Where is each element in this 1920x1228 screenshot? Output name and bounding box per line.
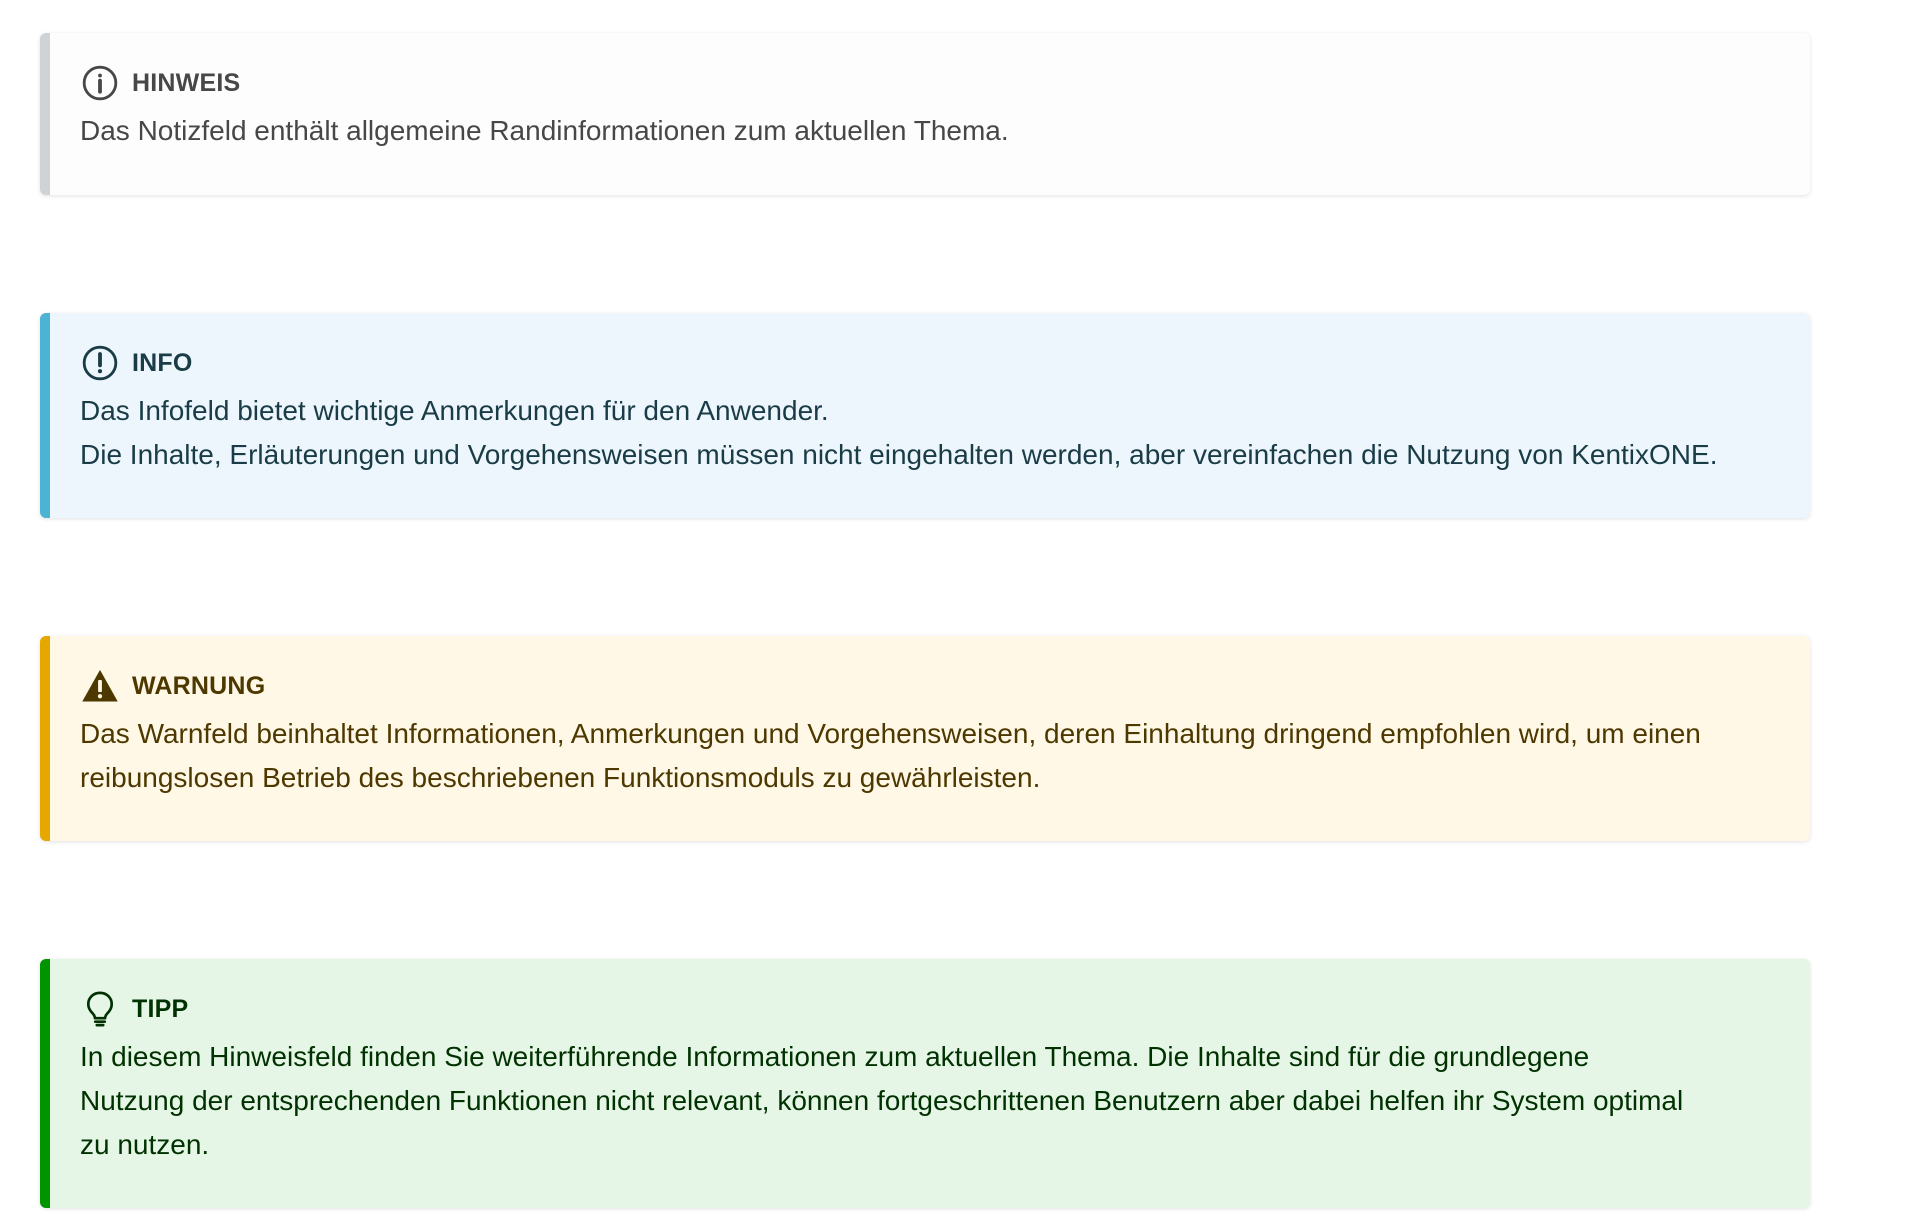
- warning-admonition: [40, 636, 1810, 841]
- tip-text-line: zu nutzen.: [80, 1129, 210, 1160]
- warning-body: [80, 712, 1780, 800]
- note-admonition: [40, 33, 1810, 195]
- info-admonition: [40, 313, 1810, 518]
- lightbulb-icon: [80, 989, 120, 1029]
- info-text-line: Das Infofeld bietet wichtige Anmerkungen für den Anwender.: [80, 395, 829, 426]
- note-body: [80, 109, 1780, 153]
- note-title: HINWEIS: [132, 68, 241, 97]
- tip-admonition: [40, 959, 1810, 1208]
- warning-text-line: Das Warnfeld beinhaltet Informationen, Anmerkungen und Vorgehensweisen, deren Einhaltung dringend empfohlen wird, um einen: [80, 718, 1701, 749]
- warning-header: [80, 662, 1780, 710]
- info-title: INFO: [132, 348, 193, 377]
- tip-title: TIPP: [132, 994, 189, 1023]
- warning-text-line: reibungslosen Betrieb des beschriebenen Funktionsmoduls zu gewährleisten.: [80, 762, 1041, 793]
- info-text-line: Die Inhalte, Erläuterungen und Vorgehensweisen müssen nicht eingehalten werden, aber vereinfachen die Nutzung von KentixONE.: [80, 439, 1718, 470]
- warning-triangle-icon: [80, 666, 120, 706]
- info-body: [80, 389, 1780, 477]
- exclamation-circle-icon: [80, 343, 120, 383]
- warning-title: WARNUNG: [132, 671, 266, 700]
- note-text-line: Das Notizfeld enthält allgemeine Randinformationen zum aktuellen Thema.: [80, 115, 1009, 146]
- tip-body: [80, 1035, 1780, 1167]
- info-icon: [80, 63, 120, 103]
- tip-text-line: In diesem Hinweisfeld finden Sie weiterführende Informationen zum aktuellen Thema. Die Inhalte sind für die grundlegene: [80, 1041, 1590, 1072]
- tip-text-line: Nutzung der entsprechenden Funktionen nicht relevant, können fortgeschrittenen Benutzern aber dabei helfen ihr System optimal: [80, 1085, 1684, 1116]
- note-header: [80, 59, 1780, 107]
- tip-header: [80, 985, 1780, 1033]
- info-header: [80, 339, 1780, 387]
